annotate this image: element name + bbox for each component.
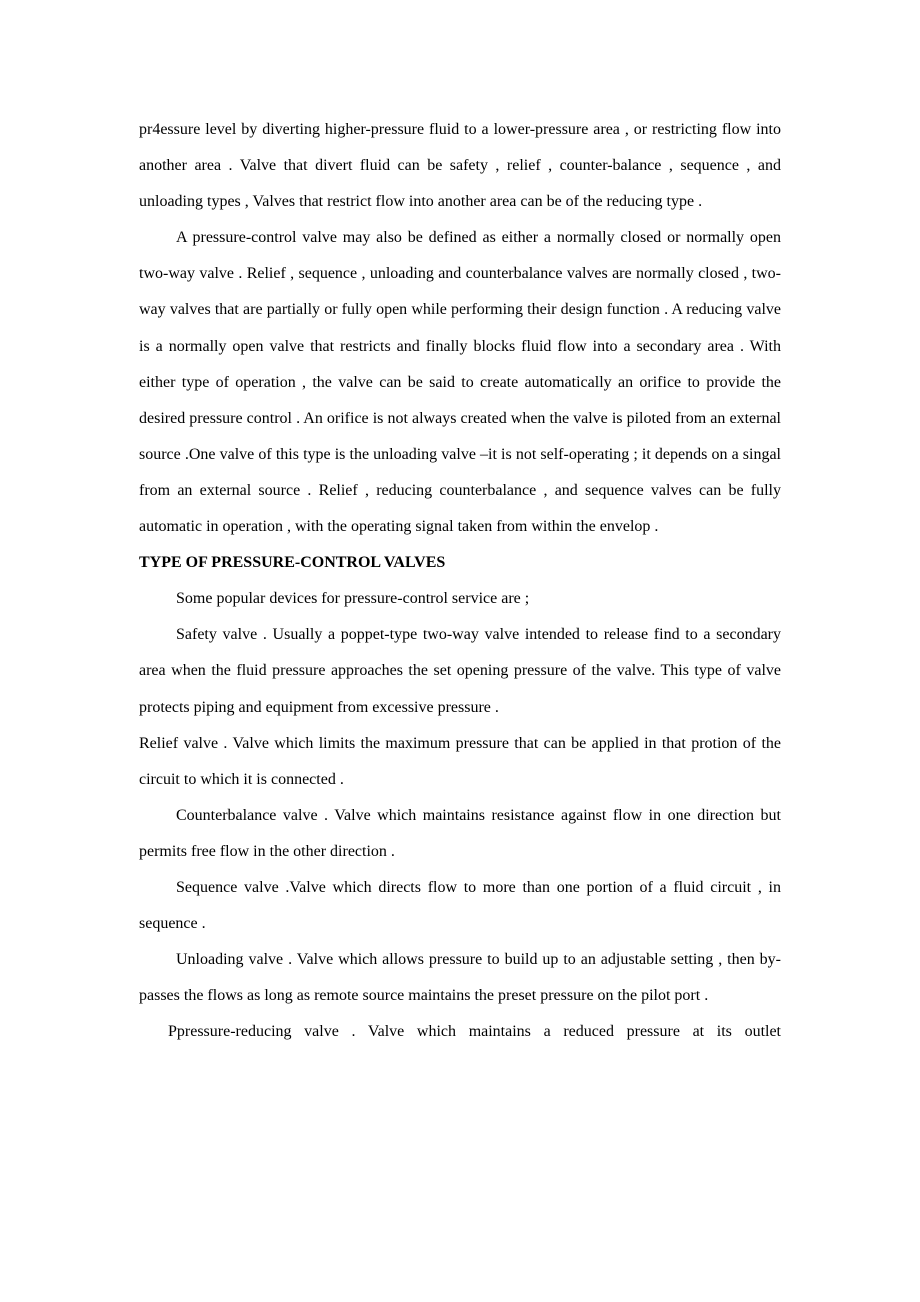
paragraph-two-way-valve: A pressure-control valve may also be defined as either a normally closed or normally open two-way valve . Relief , sequence , unloading and counterbalance valves are normally closed , two-way valves that are partially or fully open while performing their design function . A reducing valve is a normally open valve that restricts and finally blocks fluid flow into a secondary area . With either type of operation , the valve can be said to create automatically an orifice to provide the desired pressure control . An orifice is not always created when the valve is piloted from an external source .One valve of this type is the unloading valve –it is not self-operating ; it depends on a singal from an external source . Relief , reducing counterbalance , and sequence valves can be fully automatic in operation , with the operating signal taken from within the envelop . bbox=[139, 229, 781, 536]
document-page bbox=[139, 112, 781, 1050]
paragraph-safety-valve: Safety valve . Usually a poppet-type two-way valve intended to release find to a secondary area when the fluid pressure approaches the set opening pressure of the valve. This type of valve protects piping and equipment from excessive pressure . bbox=[139, 626, 781, 716]
paragraph-relief-valve: Relief valve . Valve which limits the maximum pressure that can be applied in that protion of the circuit to which it is connected . bbox=[139, 734, 781, 788]
section-heading: TYPE OF PRESSURE-CONTROL VALVES bbox=[139, 554, 446, 572]
paragraph-pressure-level: pr4essure level by diverting higher-pressure fluid to a lower-pressure area , or restricting flow into another area . Valve that divert fluid can be safety , relief , counter-balance , sequence , and unloading types , Valves that restrict flow into another area can be of the reducing type . bbox=[139, 121, 781, 211]
paragraph-sequence-valve: Sequence valve .Valve which directs flow to more than one portion of a fluid circuit , in sequence . bbox=[139, 878, 781, 933]
paragraph-pressure-reducing-valve: Ppressure-reducing valve . Valve which maintains a reduced pressure at its outlet bbox=[168, 1023, 781, 1041]
paragraph-popular-devices: Some popular devices for pressure-control service are ; bbox=[176, 590, 530, 608]
paragraph-counterbalance-valve: Counterbalance valve . Valve which maintains resistance against flow in one direction but permits free flow in the other direction . bbox=[139, 806, 781, 860]
paragraph-unloading-valve: Unloading valve . Valve which allows pressure to build up to an adjustable setting , then by-passes the flows as long as remote source maintains the preset pressure on the pilot port . bbox=[139, 951, 781, 1005]
